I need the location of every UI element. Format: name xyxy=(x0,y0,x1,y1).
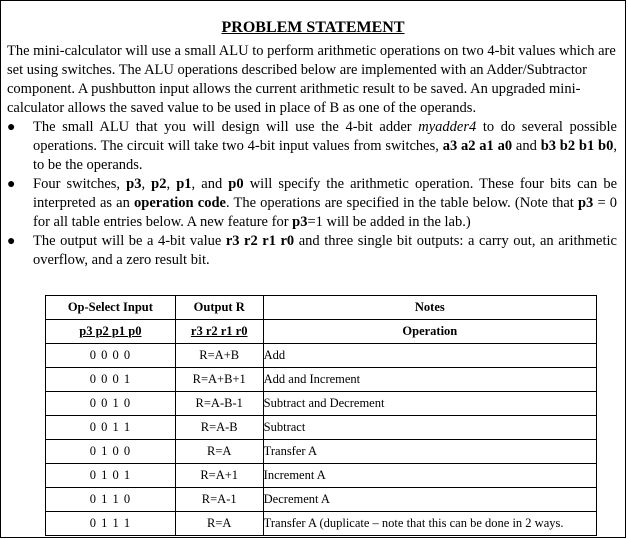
notes-cell: Add and Increment xyxy=(263,368,596,392)
p3-label: p3 xyxy=(292,214,308,230)
op-select-cell: 0 1 0 0 xyxy=(46,440,176,464)
table-row xyxy=(46,464,597,488)
a-bits: a3 a2 a1 a0 xyxy=(442,138,513,154)
op-select-cell: 0 0 0 1 xyxy=(46,368,176,392)
notes-cell: Transfer A xyxy=(263,440,596,464)
operations-table xyxy=(45,295,597,536)
table-header-row xyxy=(46,296,597,320)
intro-paragraph: The mini-calculator will use a small ALU to perform arithmetic operations on two 4-bit values which are set using switches. The ALU operations described below are implemented with an Adder/Subtractor component. A pushbutton input allows the current arithmetic result to be saved. An upgraded mini-calculator allows the saved value to be used in place of B as one of the operands. xyxy=(7,43,616,116)
p3-label: p3 xyxy=(126,176,142,192)
bullet-text: and xyxy=(512,138,541,154)
op-select-cell: 0 1 1 1 xyxy=(46,512,176,536)
header-output-r: Output R xyxy=(175,296,263,320)
bullet-text: . The operations are specified in the table below. (Note that xyxy=(225,195,578,211)
bullet-icon: ● xyxy=(7,234,16,249)
notes-cell: Subtract and Decrement xyxy=(263,392,596,416)
r-bits: r3 r2 r1 r0 xyxy=(225,233,295,249)
output-cell: R=A+B+1 xyxy=(175,368,263,392)
output-cell: R=A-B-1 xyxy=(175,392,263,416)
table-row xyxy=(46,344,597,368)
p2-label: p2 xyxy=(151,176,167,192)
bullet-icon: ● xyxy=(7,177,16,192)
notes-cell: Increment A xyxy=(263,464,596,488)
operations-table-wrapper xyxy=(45,295,597,536)
table-row xyxy=(46,416,597,440)
bullet-icon: ● xyxy=(7,120,16,135)
output-cell: R=A+1 xyxy=(175,464,263,488)
notes-cell: Decrement A xyxy=(263,488,596,512)
op-select-cell: 0 1 0 1 xyxy=(46,464,176,488)
bullet-text: and three single bit outputs: a carry out, an arithmetic overflow, and a zero result bit. xyxy=(33,233,617,268)
table-row xyxy=(46,440,597,464)
bullet-text: , to be the operands. xyxy=(33,138,617,173)
bullet-text: =1 will be added in the lab.) xyxy=(307,214,471,230)
operation-code-term: operation code xyxy=(134,195,226,211)
notes-cell: Add xyxy=(263,344,596,368)
header-op-select: Op-Select Input xyxy=(46,296,176,320)
table-subheader-row xyxy=(46,320,597,344)
bullet-text: , and xyxy=(191,176,229,192)
page-title: PROBLEM STATEMENT xyxy=(221,19,405,36)
subheader-r-bits: r3 r2 r1 r0 xyxy=(175,320,263,344)
output-cell: R=A xyxy=(175,440,263,464)
output-cell: R=A-1 xyxy=(175,488,263,512)
subheader-p-bits: p3 p2 p1 p0 xyxy=(46,320,176,344)
bullet-text: = 0 for all table entries below. A new feature for xyxy=(33,195,618,230)
notes-cell: Transfer A (duplicate – note that this can be done in 2 ways. xyxy=(263,512,596,536)
output-cell: R=A+B xyxy=(175,344,263,368)
output-cell: R=A-B xyxy=(175,416,263,440)
bullet-item-adder xyxy=(7,118,617,175)
subheader-operation: Operation xyxy=(263,320,596,344)
op-select-cell: 0 0 1 1 xyxy=(46,416,176,440)
bullet-item-output xyxy=(7,232,617,270)
bullet-text: The output will be a 4-bit value xyxy=(33,233,226,249)
table-row xyxy=(46,392,597,416)
bullet-text: Four switches, xyxy=(33,176,127,192)
op-select-cell: 0 0 1 0 xyxy=(46,392,176,416)
op-select-cell: 0 0 0 0 xyxy=(46,344,176,368)
bullet-list xyxy=(1,118,625,270)
table-row xyxy=(46,512,597,536)
bullet-text: will specify the arithmetic operation. These four bits can be interpreted as an xyxy=(33,176,618,211)
bullet-text: to do several possible operations. The circuit will take two 4-bit input values from switches, xyxy=(33,119,617,154)
p1-label: p1 xyxy=(176,176,192,192)
p3-label: p3 xyxy=(577,195,594,211)
bullet-text: , xyxy=(141,176,152,192)
table-row xyxy=(46,488,597,512)
bullet-item-switches xyxy=(7,175,617,232)
bullet-text: The small ALU that you will design will use the 4-bit adder xyxy=(33,119,419,135)
bullet-text: , xyxy=(166,176,177,192)
p0-label: p0 xyxy=(228,176,244,192)
output-cell: R=A xyxy=(175,512,263,536)
header-notes: Notes xyxy=(263,296,596,320)
adder-name: myadder4 xyxy=(418,119,477,135)
b-bits: b3 b2 b1 b0 xyxy=(540,138,614,154)
op-select-cell: 0 1 1 0 xyxy=(46,488,176,512)
notes-cell: Subtract xyxy=(263,416,596,440)
table-row xyxy=(46,368,597,392)
